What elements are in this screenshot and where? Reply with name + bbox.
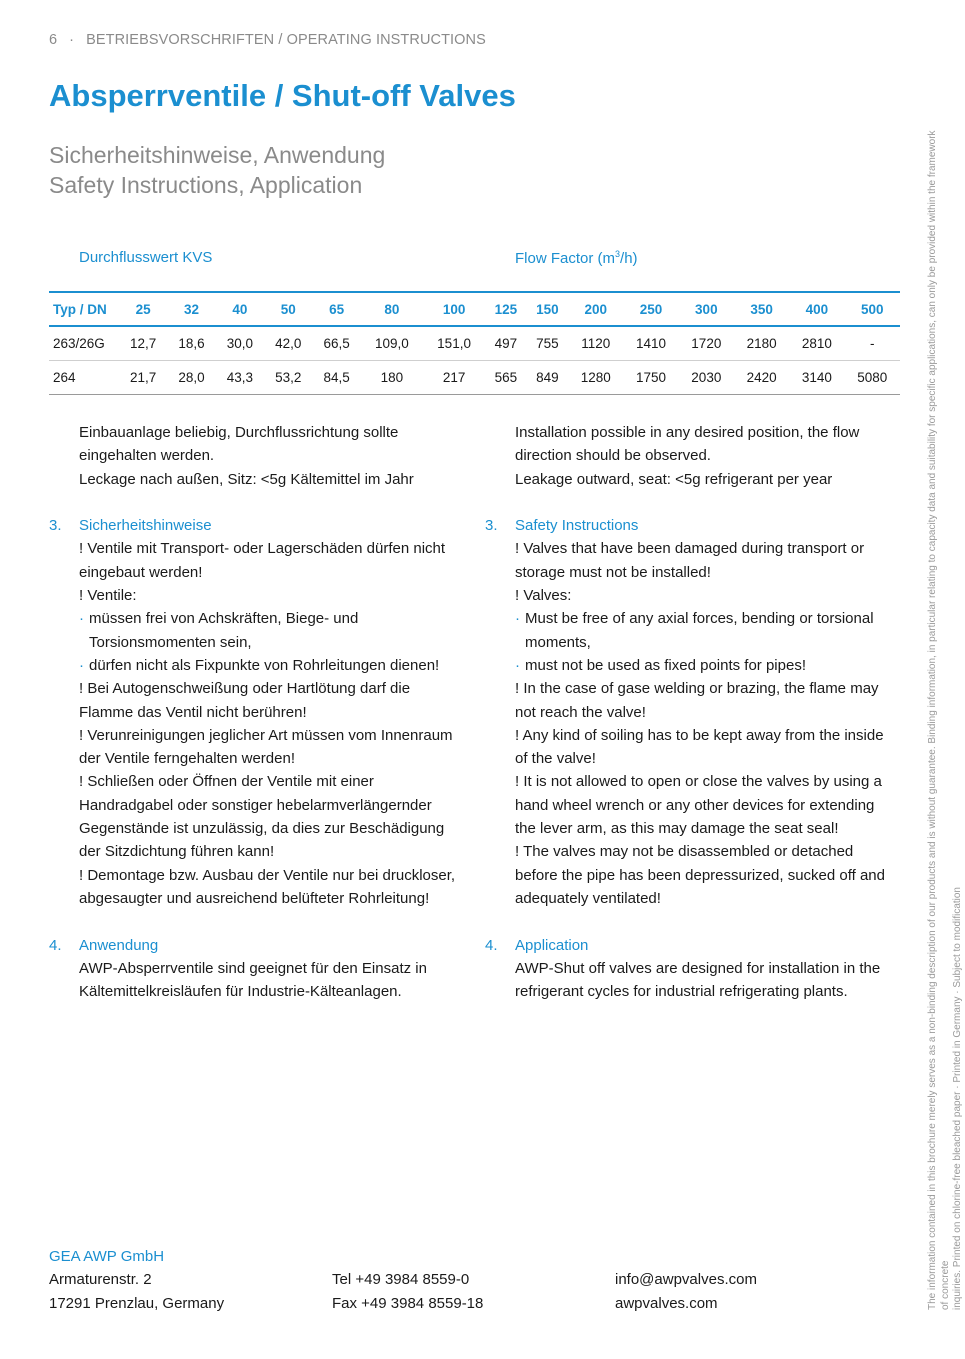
body-line: ! Valves: — [515, 587, 572, 605]
table-cell: 497 — [485, 326, 526, 360]
bullet-line: Torsionsmomenten sein, — [89, 633, 252, 651]
table-header-cell: Typ / DN — [49, 292, 119, 326]
table-cell: 1410 — [623, 326, 678, 360]
bullet-dot: · — [515, 610, 520, 628]
section-number: 3. — [485, 517, 498, 535]
street-address: Armaturenstr. 2 — [49, 1271, 152, 1289]
table-label-de: Durchflusswert KVS — [79, 249, 213, 266]
table-header-row — [49, 292, 900, 326]
body-line: ! It is not allowed to open or close the valves by using a — [515, 773, 882, 791]
body-line: Gegenstände ist unzulässig, da dies zur Beschädigung — [79, 820, 445, 838]
footer-phone — [332, 1268, 483, 1315]
table-cell: 263/26G — [49, 326, 119, 360]
bullet-line: moments, — [525, 633, 591, 651]
bullet-line: Must be free of any axial forces, bending or torsional — [525, 610, 874, 628]
section-number: 3. — [49, 517, 62, 535]
section-application-en — [485, 934, 905, 1004]
table-cell: 12,7 — [119, 326, 167, 360]
body-line: refrigerant cycles for industrial refrigerating plants. — [515, 983, 848, 1001]
body-line: adequately ventilated! — [515, 889, 661, 907]
table-cell: 1750 — [623, 360, 678, 394]
table-cell: 1280 — [568, 360, 623, 394]
table-header-cell: 32 — [167, 292, 215, 326]
website-link[interactable]: awpvalves.com — [615, 1294, 718, 1312]
column-german — [49, 421, 469, 1003]
table-cell: 43,3 — [216, 360, 264, 394]
table-header-cell: 80 — [361, 292, 423, 326]
intro-line: Installation possible in any desired position, the flow — [515, 424, 860, 441]
body-line: Handradgabel oder sonstiger hebelarmverlängernder — [79, 796, 432, 814]
table-header-cell: 250 — [623, 292, 678, 326]
disclaimer-line: inquiries. Printed on chlorine-free bleached paper · Printed in Germany · Subject to modification — [952, 887, 963, 1310]
subtitle-line-de: Sicherheitshinweise, Anwendung — [49, 142, 386, 168]
body-line: ! Bei Autogenschweißung oder Hartlötung darf die — [79, 680, 411, 698]
flow-factor-table — [49, 291, 900, 395]
table-label-en-prefix: Flow Factor (m — [515, 250, 616, 267]
header-separator: · — [69, 32, 75, 48]
section-title: Safety Instructions — [515, 517, 639, 535]
table-cell: 53,2 — [264, 360, 312, 394]
email-link[interactable]: info@awpvalves.com — [615, 1271, 757, 1289]
body-line: ! Schließen oder Öffnen der Ventile mit einer — [79, 773, 374, 791]
body-line: hand wheel wrench or any other devices for extending — [515, 796, 875, 814]
table-header-cell: 350 — [734, 292, 789, 326]
disclaimer-sidenote — [927, 120, 965, 1310]
body-line: ! The valves may not be disassembled or detached — [515, 843, 854, 861]
table-header-cell: 400 — [789, 292, 844, 326]
table-cell: 3140 — [789, 360, 844, 394]
bullet-dot: · — [79, 610, 84, 628]
bullet-item — [79, 654, 469, 677]
table-cell: 21,7 — [119, 360, 167, 394]
table-cell: 42,0 — [264, 326, 312, 360]
table-header-cell: 100 — [423, 292, 485, 326]
table-row — [49, 326, 900, 360]
section-safety-de — [49, 514, 469, 910]
telephone: Tel +49 3984 8559-0 — [332, 1271, 470, 1289]
page-header — [49, 32, 486, 48]
table-cell: 28,0 — [167, 360, 215, 394]
intro-line: Einbauanlage beliebig, Durchflussrichtung sollte — [79, 424, 399, 441]
footer-address — [49, 1245, 224, 1315]
body-line: ! In the case of gase welding or brazing, the flame may — [515, 680, 879, 698]
table-cell: 66,5 — [312, 326, 360, 360]
table-header-cell: 65 — [312, 292, 360, 326]
body-line: ! Ventile mit Transport- oder Lagerschäden dürfen nicht — [79, 540, 446, 558]
bullet-item — [515, 654, 905, 677]
body-line: AWP-Shut off valves are designed for installation in the — [515, 959, 881, 977]
table-cell: 264 — [49, 360, 119, 394]
table-header-cell: 25 — [119, 292, 167, 326]
table-cell: 18,6 — [167, 326, 215, 360]
section-safety-en — [485, 514, 905, 910]
table-cell: 1120 — [568, 326, 623, 360]
table-cell: - — [845, 326, 900, 360]
disclaimer-line: The information contained in this brochure merely serves as a non-binding description of our products and is without guarantee. Binding information, in particular relating to capacity data and suitability for specific applications, can only be provided within the framework of concrete — [927, 130, 951, 1310]
table-cell: 30,0 — [216, 326, 264, 360]
bullet-line: must not be used as fixed points for pipes! — [525, 656, 806, 674]
body-line: storage must not be installed! — [515, 563, 711, 581]
page-number: 6 — [49, 32, 58, 48]
section-title: Application — [515, 936, 589, 954]
table-header-cell: 125 — [485, 292, 526, 326]
table-header-cell: 40 — [216, 292, 264, 326]
table-header-cell: 150 — [527, 292, 568, 326]
body-line: eingebaut werden! — [79, 563, 203, 581]
footer-contact — [615, 1268, 757, 1315]
section-title: Anwendung — [79, 936, 159, 954]
table-row — [49, 360, 900, 394]
intro-line: direction should be observed. — [515, 447, 711, 465]
fax: Fax +49 3984 8559-18 — [332, 1294, 484, 1312]
table-label-en-sup: 3 — [615, 249, 621, 259]
body-line: not reach the valve! — [515, 703, 646, 721]
body-line: ! Demontage bzw. Ausbau der Ventile nur bei druckloser, — [79, 866, 456, 884]
header-section: BETRIEBSVORSCHRIFTEN / OPERATING INSTRUCTIONS — [86, 32, 486, 48]
body-line: ! Any kind of soiling has to be kept away from the inside — [515, 726, 884, 744]
table-cell: 565 — [485, 360, 526, 394]
bullet-line: dürfen nicht als Fixpunkte von Rohrleitungen dienen! — [89, 656, 440, 674]
intro-line: Leckage nach außen, Sitz: <5g Kältemittel im Jahr — [79, 470, 414, 488]
table-cell: 2030 — [679, 360, 734, 394]
body-line: the lever arm, as this may damage the seat seal! — [515, 820, 839, 838]
table-cell: 2180 — [734, 326, 789, 360]
table-label-en-suffix: /h) — [620, 250, 638, 267]
subtitle-line-en: Safety Instructions, Application — [49, 172, 363, 198]
bullet-dot: · — [515, 656, 520, 674]
body-line: Kältemittelkreisläufen für Industrie-Kälteanlagen. — [79, 983, 402, 1001]
table-cell: 755 — [527, 326, 568, 360]
table-cell: 2420 — [734, 360, 789, 394]
company-name: GEA AWP GmbH — [49, 1248, 165, 1265]
section-number: 4. — [485, 936, 498, 954]
body-line: der Ventile ferngehalten werden! — [79, 750, 295, 768]
column-english — [485, 421, 905, 1003]
table-label-en — [515, 249, 638, 267]
bullet-item — [79, 607, 469, 654]
table-cell: 180 — [361, 360, 423, 394]
section-application-de — [49, 934, 469, 1004]
table-header-cell: 500 — [845, 292, 900, 326]
intro-line: Leakage outward, seat: <5g refrigerant per year — [515, 470, 833, 488]
body-line: der Sitzdichtung führen kann! — [79, 843, 275, 861]
body-line: abgesaugter und ausreichend belüfteter Rohrleitung! — [79, 889, 430, 907]
intro-line: eingehalten werden. — [79, 447, 215, 465]
body-line: before the pipe has been depressurized, sucked off and — [515, 866, 885, 884]
table-header-cell: 300 — [679, 292, 734, 326]
table-header-cell: 50 — [264, 292, 312, 326]
page-title: Absperrventile / Shut-off Valves — [49, 78, 516, 113]
table-cell: 217 — [423, 360, 485, 394]
page-subtitle — [49, 140, 385, 200]
table-cell: 109,0 — [361, 326, 423, 360]
body-line: Flamme das Ventil nicht berühren! — [79, 703, 307, 721]
table-cell: 151,0 — [423, 326, 485, 360]
table-header-cell: 200 — [568, 292, 623, 326]
section-number: 4. — [49, 936, 62, 954]
table-cell: 2810 — [789, 326, 844, 360]
body-line: ! Ventile: — [79, 587, 137, 605]
table-cell: 5080 — [845, 360, 900, 394]
table-cell: 849 — [527, 360, 568, 394]
bullet-item — [515, 607, 905, 654]
section-title: Sicherheitshinweise — [79, 517, 212, 535]
bullet-dot: · — [79, 656, 84, 674]
body-line: ! Valves that have been damaged during transport or — [515, 540, 865, 558]
table-cell: 1720 — [679, 326, 734, 360]
table-cell: 84,5 — [312, 360, 360, 394]
body-line: AWP-Absperrventile sind geeignet für den Einsatz in — [79, 959, 427, 977]
bullet-line: müssen frei von Achskräften, Biege- und — [89, 610, 359, 628]
city-address: 17291 Prenzlau, Germany — [49, 1294, 225, 1312]
body-line: ! Verunreinigungen jeglicher Art müssen vom Innenraum — [79, 726, 453, 744]
body-line: of the valve! — [515, 750, 596, 768]
